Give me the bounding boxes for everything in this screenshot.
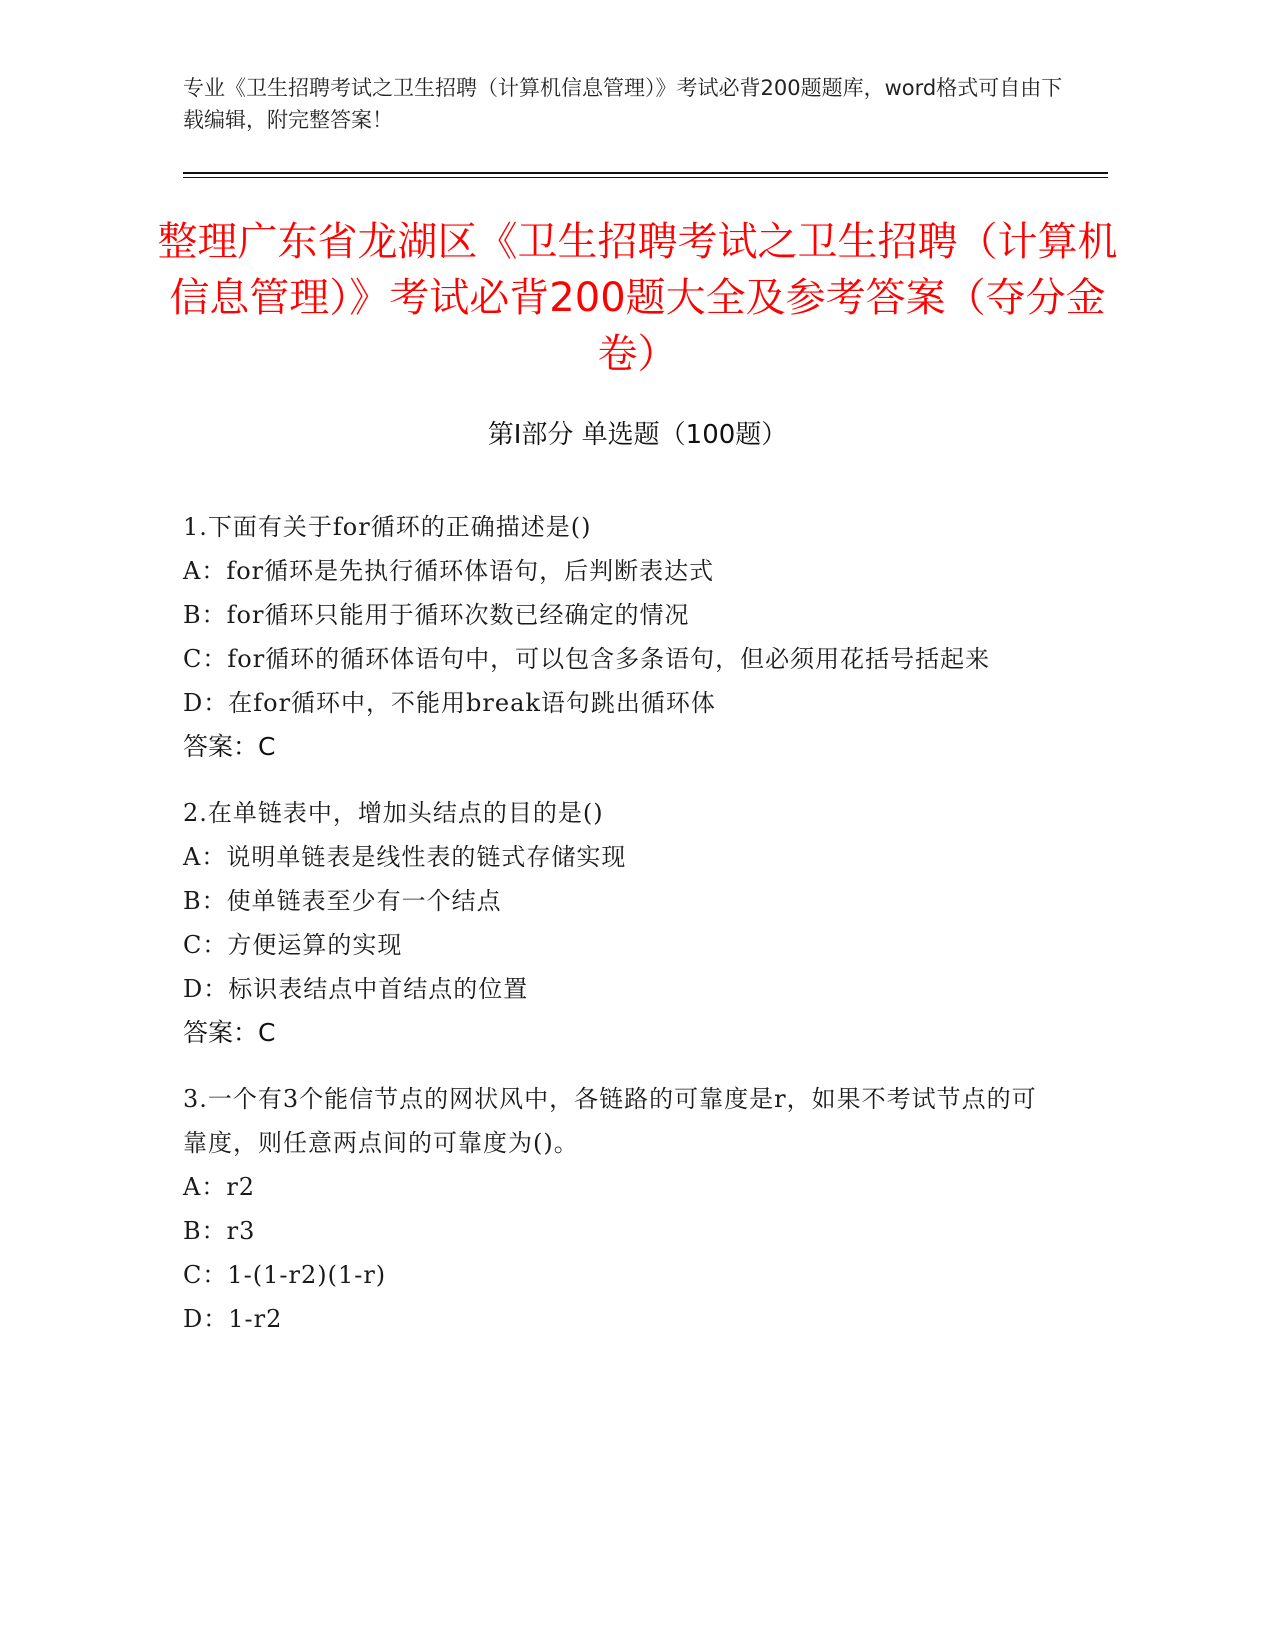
answer-line: 答案：C bbox=[183, 732, 276, 761]
header-divider-thick bbox=[183, 172, 1108, 174]
question-stem: 1.下面有关于for循环的正确描述是() bbox=[183, 513, 592, 541]
question-stem: 2.在单链表中，增加头结点的目的是() bbox=[183, 799, 604, 827]
option-b: B：for循环只能用于循环次数已经确定的情况 bbox=[183, 601, 690, 629]
option-a: A：for循环是先执行循环体语句，后判断表达式 bbox=[183, 557, 715, 585]
option-c: C：1-(1-r2)(1-r) bbox=[183, 1261, 387, 1289]
option-b: B：r3 bbox=[183, 1217, 256, 1245]
option-d: D：在for循环中，不能用break语句跳出循环体 bbox=[183, 689, 716, 717]
option-b: B：使单链表至少有一个结点 bbox=[183, 887, 502, 915]
option-c: C：方便运算的实现 bbox=[183, 931, 403, 959]
question-3 bbox=[183, 1077, 1053, 1341]
option-a: A：说明单链表是线性表的链式存储实现 bbox=[183, 843, 627, 871]
question-stem: 3.一个有3个能信节点的网状风中，各链路的可靠度是r，如果不考试节点的可靠度，则任意两点间的可靠度为()。 bbox=[183, 1085, 1037, 1157]
question-2 bbox=[183, 791, 1053, 1055]
option-a: A：r2 bbox=[183, 1173, 256, 1201]
section-heading: 第Ⅰ部分 单选题（100题） bbox=[487, 420, 788, 450]
document-title: 整理广东省龙湖区《卫生招聘考试之卫生招聘（计算机信息管理）》考试必背200题大全及参考答案（夺分金卷） bbox=[157, 219, 1118, 377]
answer-line: 答案：C bbox=[183, 1018, 276, 1047]
option-d: D：1-r2 bbox=[183, 1305, 283, 1333]
option-c: C：for循环的循环体语句中，可以包含多条语句，但必须用花括号括起来 bbox=[183, 645, 991, 673]
header-divider-thin bbox=[183, 177, 1108, 178]
option-d: D：标识表结点中首结点的位置 bbox=[183, 975, 529, 1003]
question-1 bbox=[183, 505, 1053, 769]
header-note: 专业《卫生招聘考试之卫生招聘（计算机信息管理）》考试必背200题题库，word格式可自由下载编辑，附完整答案！ bbox=[183, 76, 1063, 132]
question-list bbox=[183, 505, 1053, 1363]
